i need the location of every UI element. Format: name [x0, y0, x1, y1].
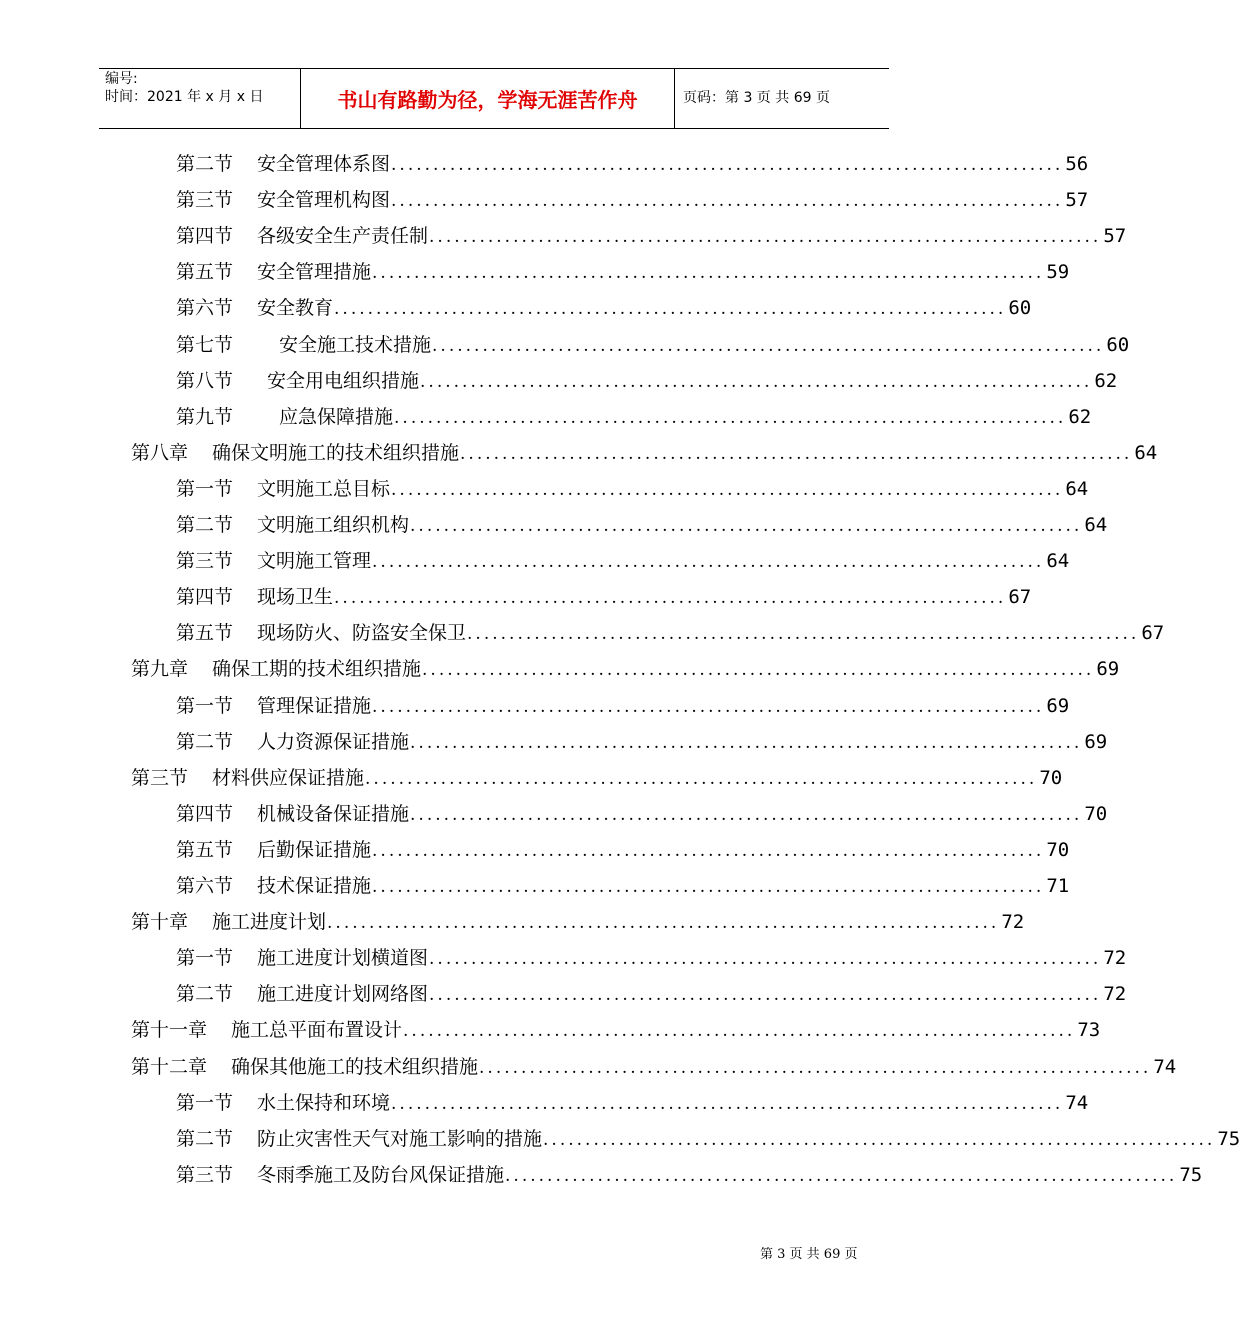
toc-entry-title: 文明施工总目标	[257, 478, 391, 500]
toc-entry-number: 第五节	[176, 261, 234, 283]
toc-section-entry[interactable]	[176, 800, 1108, 828]
toc-entry-number: 第八节	[176, 370, 234, 392]
toc-section-entry[interactable]	[176, 186, 1089, 214]
toc-entry-title: 人力资源保证措施	[257, 731, 410, 753]
toc-entry-title: 安全用电组织措施	[267, 370, 420, 392]
toc-entry-number: 第二节	[176, 514, 234, 536]
toc-section-entry[interactable]	[176, 872, 1070, 900]
document-date: 时间：2021 年 x 月 x 日	[105, 89, 264, 105]
toc-entry-title: 文明施工管理	[257, 550, 372, 572]
toc-section-entry[interactable]	[176, 619, 1165, 647]
toc-entry-page: 75	[1217, 1128, 1240, 1150]
toc-entry-page: 59	[1046, 261, 1070, 283]
toc-entry-number: 第一节	[176, 1092, 234, 1114]
toc-section-entry[interactable]	[176, 294, 1032, 322]
toc-leader-dots: ................................................................................	[391, 480, 1064, 500]
toc-entry-page: 70	[1046, 839, 1070, 861]
toc-section-entry[interactable]	[176, 475, 1089, 503]
toc-entry-page: 71	[1046, 875, 1070, 897]
toc-entry-title: 各级安全生产责任制	[257, 225, 429, 247]
toc-entry-title: 施工进度计划	[212, 911, 327, 933]
toc-entry-page: 62	[1094, 370, 1118, 392]
toc-leader-dots: ................................................................................	[505, 1166, 1178, 1186]
toc-entry-number: 第九节	[176, 406, 234, 428]
toc-leader-dots: ................................................................................	[429, 949, 1102, 969]
toc-entry-number: 第四节	[176, 225, 234, 247]
header-meta-cell	[99, 69, 301, 128]
toc-entry-page: 62	[1068, 406, 1092, 428]
toc-leader-dots: ................................................................................	[422, 660, 1095, 680]
toc-chapter-entry[interactable]	[131, 1016, 1101, 1044]
toc-entry-page: 56	[1065, 153, 1089, 175]
toc-section-entry[interactable]	[176, 367, 1118, 395]
toc-entry-number: 第十一章	[131, 1019, 208, 1041]
toc-entry-title: 水土保持和环境	[257, 1092, 391, 1114]
toc-entry-page: 67	[1008, 586, 1032, 608]
toc-leader-dots: ................................................................................	[394, 408, 1067, 428]
toc-entry-number: 第七节	[176, 334, 234, 356]
toc-entry-title: 施工进度计划横道图	[257, 947, 429, 969]
toc-leader-dots: ................................................................................	[334, 588, 1007, 608]
toc-entry-number: 第三节	[176, 189, 234, 211]
toc-chapter-entry[interactable]	[131, 764, 1063, 792]
toc-section-entry[interactable]	[176, 692, 1070, 720]
toc-leader-dots: ................................................................................	[543, 1130, 1216, 1150]
toc-section-entry[interactable]	[176, 583, 1032, 611]
toc-entry-page: 70	[1039, 767, 1063, 789]
toc-section-entry[interactable]	[176, 1089, 1089, 1117]
toc-entry-title: 机械设备保证措施	[257, 803, 410, 825]
toc-leader-dots: ................................................................................	[372, 263, 1045, 283]
header-slogan: 书山有路勤为径，学海无涯苦作舟	[337, 88, 638, 112]
toc-entry-page: 57	[1065, 189, 1089, 211]
toc-entry-title: 确保其他施工的技术组织措施	[231, 1056, 479, 1078]
toc-leader-dots: ................................................................................	[403, 1021, 1076, 1041]
toc-entry-page: 60	[1106, 334, 1130, 356]
toc-leader-dots: ................................................................................	[420, 372, 1093, 392]
toc-entry-title: 材料供应保证措施	[212, 767, 365, 789]
toc-leader-dots: ................................................................................	[429, 985, 1102, 1005]
toc-entry-title: 安全教育	[257, 297, 334, 319]
toc-entry-page: 60	[1008, 297, 1032, 319]
toc-entry-title: 安全管理机构图	[257, 189, 391, 211]
toc-entry-page: 57	[1103, 225, 1127, 247]
toc-entry-title: 确保文明施工的技术组织措施	[212, 442, 460, 464]
toc-entry-page: 74	[1153, 1056, 1177, 1078]
toc-entry-number: 第四节	[176, 586, 234, 608]
toc-entry-number: 第三节	[131, 767, 189, 789]
toc-leader-dots: ................................................................................	[372, 552, 1045, 572]
toc-leader-dots: ................................................................................	[432, 336, 1105, 356]
toc-entry-title: 技术保证措施	[257, 875, 372, 897]
toc-entry-title: 防止灾害性天气对施工影响的措施	[257, 1128, 543, 1150]
toc-leader-dots: ................................................................................	[410, 805, 1083, 825]
toc-section-entry[interactable]	[176, 150, 1089, 178]
toc-entry-number: 第二节	[176, 983, 234, 1005]
toc-leader-dots: ................................................................................	[334, 299, 1007, 319]
toc-entry-number: 第一节	[176, 695, 234, 717]
toc-section-entry[interactable]	[176, 980, 1127, 1008]
toc-entry-title: 施工进度计划网络图	[257, 983, 429, 1005]
document-number-label: 编号:	[105, 71, 138, 87]
toc-section-entry[interactable]	[176, 1125, 1240, 1153]
page-header	[99, 68, 889, 129]
toc-entry-page: 64	[1134, 442, 1158, 464]
toc-section-entry[interactable]	[176, 511, 1108, 539]
toc-entry-number: 第五节	[176, 622, 234, 644]
toc-entry-title: 安全施工技术措施	[279, 334, 432, 356]
toc-entry-title: 现场防火、防盗安全保卫	[257, 622, 467, 644]
header-slogan-cell	[301, 69, 675, 128]
toc-leader-dots: ................................................................................	[372, 841, 1045, 861]
toc-leader-dots: ................................................................................	[429, 227, 1102, 247]
toc-leader-dots: ................................................................................	[372, 877, 1045, 897]
toc-entry-page: 72	[1001, 911, 1025, 933]
toc-leader-dots: ................................................................................	[391, 191, 1064, 211]
toc-chapter-entry[interactable]	[131, 655, 1120, 683]
page-footer-number: 第 3 页 共 69 页	[760, 1247, 858, 1262]
toc-entry-page: 69	[1084, 731, 1108, 753]
toc-entry-title: 确保工期的技术组织措施	[212, 658, 422, 680]
toc-entry-title: 安全管理体系图	[257, 153, 391, 175]
toc-entry-title: 文明施工组织机构	[257, 514, 410, 536]
toc-entry-number: 第一节	[176, 947, 234, 969]
toc-entry-page: 70	[1084, 803, 1108, 825]
toc-leader-dots: ................................................................................	[365, 769, 1038, 789]
toc-entry-number: 第二节	[176, 731, 234, 753]
toc-section-entry[interactable]	[176, 258, 1070, 286]
toc-chapter-entry[interactable]	[131, 1053, 1177, 1081]
toc-entry-number: 第九章	[131, 658, 189, 680]
toc-entry-page: 69	[1096, 658, 1120, 680]
toc-chapter-entry[interactable]	[131, 908, 1025, 936]
toc-entry-number: 第十章	[131, 911, 189, 933]
toc-entry-number: 第三节	[176, 550, 234, 572]
toc-leader-dots: ................................................................................	[327, 913, 1000, 933]
toc-entry-title: 安全管理措施	[257, 261, 372, 283]
toc-entry-title: 施工总平面布置设计	[231, 1019, 403, 1041]
toc-entry-page: 67	[1141, 622, 1165, 644]
toc-entry-number: 第二节	[176, 153, 234, 175]
toc-entry-number: 第四节	[176, 803, 234, 825]
toc-entry-number: 第八章	[131, 442, 189, 464]
toc-leader-dots: ................................................................................	[372, 697, 1045, 717]
toc-entry-number: 第三节	[176, 1164, 234, 1186]
toc-entry-page: 72	[1103, 983, 1127, 1005]
toc-entry-number: 第十二章	[131, 1056, 208, 1078]
toc-leader-dots: ................................................................................	[410, 516, 1083, 536]
toc-entry-page: 64	[1046, 550, 1070, 572]
toc-section-entry[interactable]	[176, 728, 1108, 756]
toc-entry-page: 64	[1065, 478, 1089, 500]
toc-section-entry[interactable]	[176, 547, 1070, 575]
toc-section-entry[interactable]	[176, 222, 1127, 250]
toc-leader-dots: ................................................................................	[460, 444, 1133, 464]
toc-entry-number: 第六节	[176, 297, 234, 319]
toc-chapter-entry[interactable]	[131, 439, 1158, 467]
toc-entry-number: 第五节	[176, 839, 234, 861]
toc-entry-title: 现场卫生	[257, 586, 334, 608]
toc-section-entry[interactable]	[176, 331, 1130, 359]
toc-entry-page: 73	[1077, 1019, 1101, 1041]
toc-leader-dots: ................................................................................	[467, 624, 1140, 644]
toc-entry-page: 74	[1065, 1092, 1089, 1114]
toc-entry-page: 72	[1103, 947, 1127, 969]
toc-section-entry[interactable]	[176, 836, 1070, 864]
toc-leader-dots: ................................................................................	[391, 1094, 1064, 1114]
toc-section-entry[interactable]	[176, 944, 1127, 972]
toc-section-entry[interactable]	[176, 1161, 1203, 1189]
header-page-cell	[675, 69, 889, 128]
toc-entry-number: 第二节	[176, 1128, 234, 1150]
toc-entry-title: 管理保证措施	[257, 695, 372, 717]
toc-entry-number: 第六节	[176, 875, 234, 897]
toc-entry-page: 69	[1046, 695, 1070, 717]
toc-entry-title: 应急保障措施	[279, 406, 394, 428]
toc-leader-dots: ................................................................................	[391, 155, 1064, 175]
toc-entry-title: 后勤保证措施	[257, 839, 372, 861]
toc-section-entry[interactable]	[176, 403, 1092, 431]
toc-entry-title: 冬雨季施工及防台风保证措施	[257, 1164, 505, 1186]
toc-entry-page: 64	[1084, 514, 1108, 536]
toc-entry-number: 第一节	[176, 478, 234, 500]
toc-entry-page: 75	[1179, 1164, 1203, 1186]
toc-leader-dots: ................................................................................	[479, 1058, 1152, 1078]
toc-leader-dots: ................................................................................	[410, 733, 1083, 753]
header-page-info: 页码：第 3 页 共 69 页	[683, 90, 830, 106]
